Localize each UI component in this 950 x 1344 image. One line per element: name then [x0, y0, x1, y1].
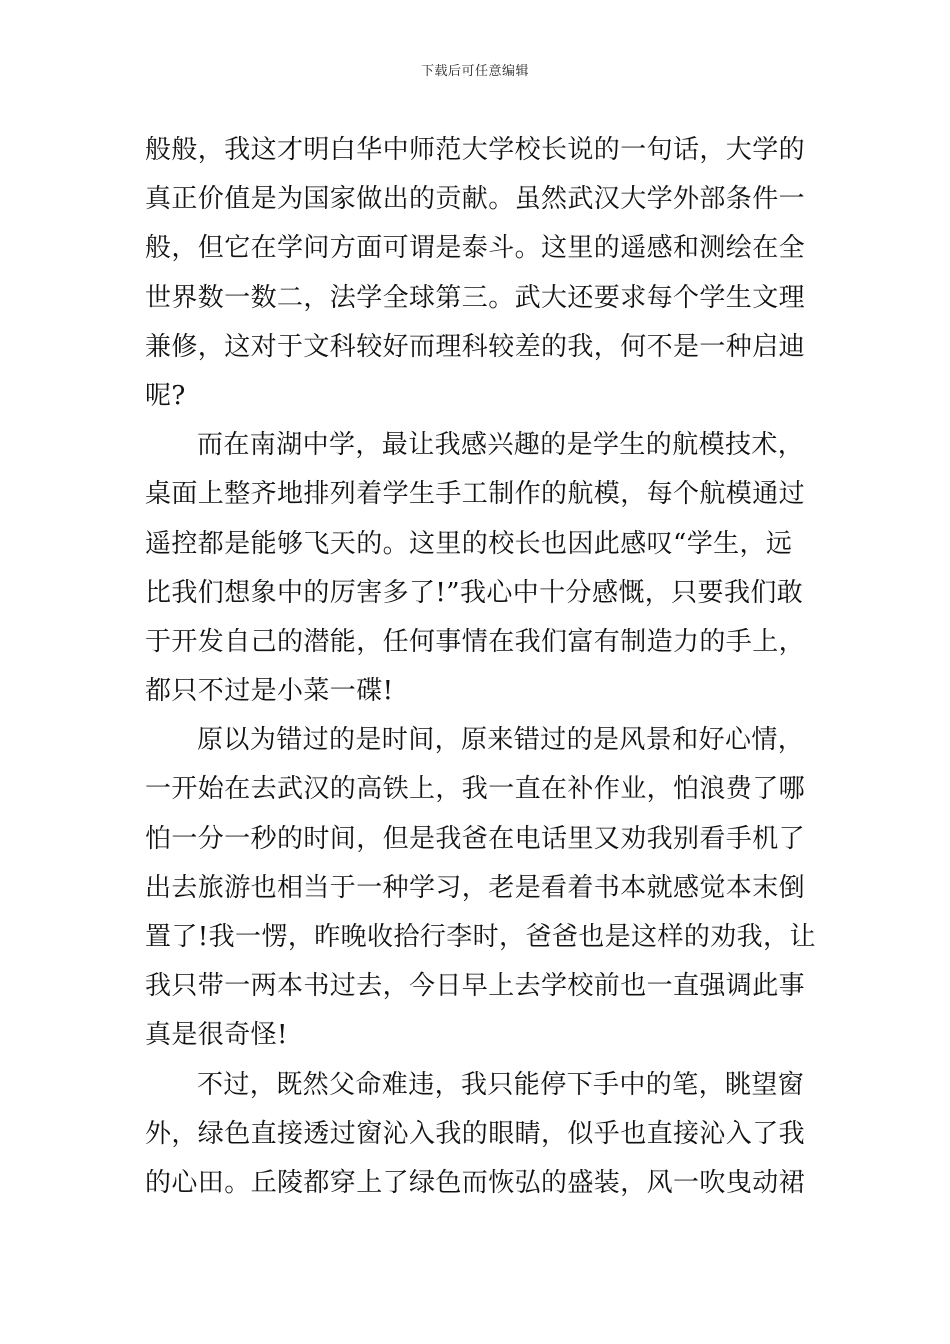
text-line: 呢?	[145, 380, 186, 411]
text-line: 出去旅游也相当于一种学习，老是看着书本就感觉本末倒	[145, 872, 806, 903]
page-header-note: 下载后可任意编辑	[420, 64, 529, 79]
paragraph-first-line: 不过，既然父命难违，我只能停下手中的笔，眺望窗	[197, 1069, 805, 1100]
text-line: 桌面上整齐地排列着学生手工制作的航模，每个航模通过	[145, 479, 806, 510]
text-line: 真正价值是为国家做出的贡献。虽然武汉大学外部条件一	[145, 184, 806, 215]
text-line: 于开发自己的潜能，任何事情在我们富有制造力的手上，	[145, 626, 806, 657]
document-body	[145, 126, 816, 1208]
text-line: 般，但它在学问方面可谓是泰斗。这里的遥感和测绘在全	[145, 233, 806, 264]
paragraph-first-line: 原以为错过的是时间，原来错过的是风景和好心情，	[197, 725, 805, 756]
text-line: 的心田。丘陵都穿上了绿色而恢弘的盛装，风一吹曳动裙	[145, 1167, 806, 1198]
text-line: 遥控都是能够飞天的。这里的校长也因此感叹“学生，远	[145, 528, 793, 559]
text-line: 兼修，这对于文科较好而理科较差的我，何不是一种启迪	[145, 331, 806, 362]
text-line: 置了!我一愣，昨晚收拾行李时，爸爸也是这样的劝我，让	[145, 922, 816, 952]
paragraph-first-line: 而在南湖中学，最让我感兴趣的是学生的航模技术，	[197, 430, 805, 461]
text-line: 比我们想象中的厉害多了!”我心中十分感慨，只要我们敢	[145, 577, 804, 608]
text-line: 真是很奇怪!	[145, 1020, 288, 1051]
text-line: 世界数一数二，法学全球第三。武大还要求每个学生文理	[145, 282, 806, 313]
text-line: 一开始在去武汉的高铁上，我一直在补作业，怕浪费了哪	[145, 774, 806, 805]
text-line: 我只带一两本书过去，今日早上去学校前也一直强调此事	[145, 971, 806, 1002]
text-line: 外，绿色直接透过窗沁入我的眼睛，似乎也直接沁入了我	[145, 1118, 806, 1149]
text-line: 怕一分一秒的时间，但是我爸在电话里又劝我别看手机了	[145, 823, 806, 854]
text-line: 都只不过是小菜一碟!	[145, 676, 394, 707]
text-line: 般般，我这才明白华中师范大学校长说的一句话，大学的	[145, 135, 806, 165]
